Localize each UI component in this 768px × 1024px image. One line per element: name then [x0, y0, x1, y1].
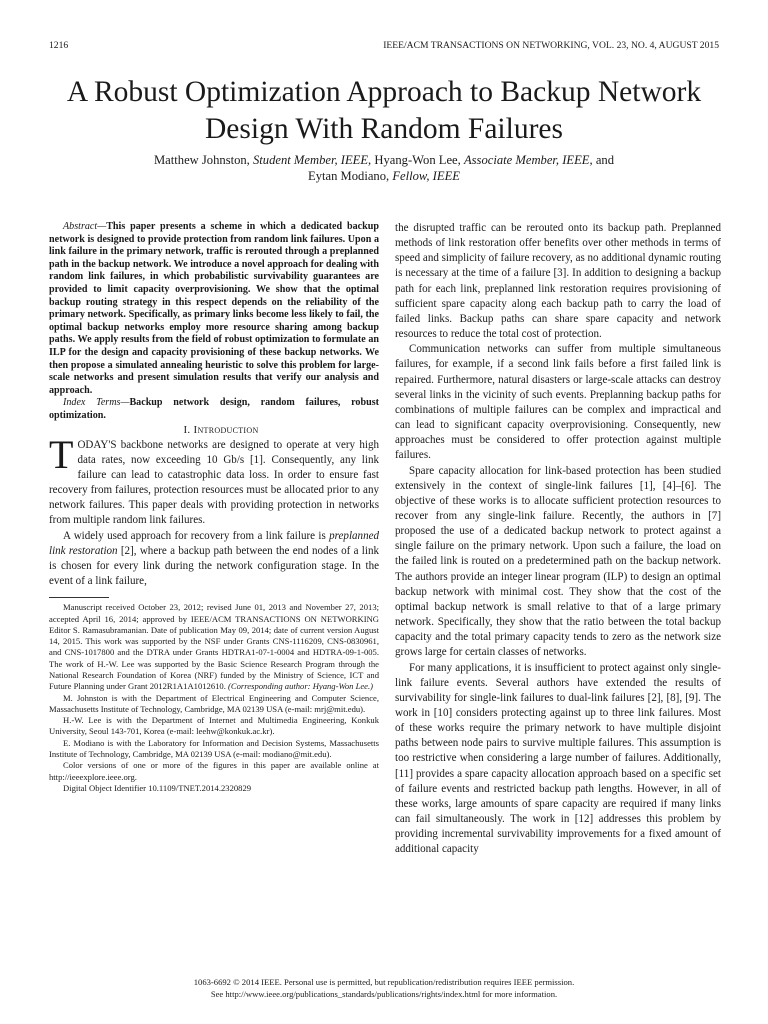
footnote-johnston: M. Johnston is with the Department of Electrical Engineering and Computer Science, Massachusetts Institute of Technology, Cambridge, MA 02139 USA (e-mail: mrj@mit.edu).	[49, 692, 379, 714]
footnote-lee: H.-W. Lee is with the Department of Internet and Multimedia Engineering, Konkuk University, Seoul 143-701, Korea (e-mail: leehw@konkuk.ac.kr).	[49, 715, 379, 737]
intro-p1-text: backbone networks are designed to operate at very high data rates, now exceeding 10 Gb/s [1]. Consequently, any link failure can lead to catastrophic data loss. In order to ensure fast recovery from failures, protection resources must be allocated prior to any network failures. This paper deals with providing protection in networks from multiple random link failures.	[49, 438, 379, 527]
intro-p2-emphasis: preplanned link restoration	[49, 529, 380, 557]
paper-title	[30, 74, 738, 148]
author-conjunction: and	[595, 153, 614, 167]
intro-p2-b: [2], where a backup path between the end nodes of a link is chosen for every link during the network configuration stage. In the event of a link failure,	[49, 544, 379, 588]
right-paragraph-3: Spare capacity allocation for link-based protection has been studied extensively in the context of single-link failures [1], [4]–[6]. The objective of these works is to allocate sufficient protection resources to recover from any single-link failure. Recently, the authors in [7] proposed the use of a dedicated backup network to protect against a single failure on the primary network. Upon such a failure, the load on the failed link is routed on a predetermined path on the backup network. The authors provide an integer linear program (ILP) to design an optimal backup network with minimal cost. They show that the cost of the optimal backup network is small relative to that of a large primary network. Specifically, they show that the ratio between the total backup capacity and the total primary capacity tends to zero as the network size grows large for certain classes of networks.	[395, 464, 721, 659]
running-header	[49, 40, 719, 54]
right-paragraph-2: Communication networks can suffer from multiple simultaneous failures, for example, if a second link fails before a first failed link is repaired. Furthermore, natural disasters or large-scale attacks can destroy several links in the vicinity of such events. Preplanning backup paths for combinations of multiple failures can be complex and impractical and can lead to significant capacity overprovisioning. Consequently, new approaches must be considered to offer protection against multiple failures.	[395, 343, 721, 462]
section-heading	[49, 423, 379, 438]
author-2-name: Hyang-Won Lee,	[374, 153, 461, 167]
right-column	[395, 221, 721, 858]
lead-word: ODAY'S	[77, 438, 117, 451]
footnote-manuscript-text: Manuscript received October 23, 2012; revised June 01, 2013 and November 27, 2013; accepted April 16, 2014; approved by IEEE/ACM TRANSACTIONS ON NETWORKING Editor S. Ramasubramanian. Date of publication May 09, 2014; date of current version August 14, 2015. This work was supported by the NSF under Grants CNS-1116209, CNS-0830961, and CNS-1017800 and the DTRA under Grants HDTRA1-07-1-0004 and HDTRA-09-1-005. The work of H.-W. Lee was supported by the Basic Science Research Program through the National Research Foundation of Korea (NRF) funded by the Ministry of Science, ICT and Future Planning under Grant 2012R1A1A1012610.	[49, 602, 379, 692]
author-2-role: Associate Member, IEEE,	[463, 153, 593, 167]
author-1-role: Student Member, IEEE,	[253, 153, 372, 167]
author-3-role: Fellow, IEEE	[392, 169, 460, 183]
title-line-1: A Robust Optimization Approach to Backup Network	[66, 76, 702, 108]
footnote-corresponding: (Corresponding author: Hyang-Won Lee.)	[228, 681, 373, 692]
journal-header: IEEE/ACM TRANSACTIONS ON NETWORKING, VOL. 23, NO. 4, AUGUST 2015	[383, 40, 719, 51]
intro-paragraph-1	[49, 431, 379, 529]
index-terms	[49, 397, 379, 422]
author-list	[70, 152, 698, 184]
section-number: I.	[183, 423, 191, 436]
abstract	[49, 221, 379, 397]
abstract-text: This paper presents a scheme in which a dedicated backup network is designed to provide protection from random link failures. Upon a link failure in the primary network, traffic is rerouted through a preplanned path in the backup network. We introduce a novel approach for dealing with random link failures, in which probabilistic survivability guarantees are provided to limit capacity overprovisioning. We show that the optimal backup routing strategy in this respect depends on the reliability of the primary network. Specifically, as primary links become less likely to fail, the optimal backup networks employ more resource sharing among backup paths. We apply results from the field of robust optimization to formulate an ILP for the design and capacity provisioning of these backup networks. We then propose a simulated annealing heuristic to solve this problem for large-scale networks and present simulation results that verify our analysis and approach.	[49, 221, 379, 396]
author-3-name: Eytan Modiano,	[308, 169, 390, 183]
left-column	[49, 221, 379, 794]
footnote-color-versions: Color versions of one or more of the figures in this paper are available online at http://ieeexplore.ieee.org.	[49, 760, 379, 782]
footnote-rule	[49, 597, 109, 598]
title-line-2: Design With Random Failures	[205, 113, 563, 145]
copyright-notice	[40, 977, 728, 1000]
intro-p2-a: A widely used approach for recovery from a link failure is	[63, 529, 326, 542]
intro-paragraph-2	[49, 529, 379, 590]
page-number: 1216	[49, 40, 69, 51]
drop-cap: T	[49, 431, 74, 477]
footnote-modiano: E. Modiano is with the Laboratory for Information and Decision Systems, Massachusetts Institute of Technology, Cambridge, MA 02139 USA (e-mail: modiano@mit.edu).	[49, 737, 379, 760]
footnote-doi: Digital Object Identifier 10.1109/TNET.2014.2320829	[63, 782, 252, 793]
index-terms-text: Backup network design, random failures, robust optimization.	[49, 397, 379, 421]
index-terms-label: Index Terms—	[63, 397, 130, 409]
right-paragraph-1: the disrupted traffic can be rerouted onto its backup path. Preplanned methods of link restoration offer benefits over other methods in terms of speed and simplicity of failure recovery, as no additional dynamic routing is necessary at the time of a failure [3]. In addition to designing a backup path for each link, preplanned link restoration requires provisioning of sufficient spare capacity along each backup path to carry the load of failed links. Backup paths can share spare capacity and network resources to reduce the total cost of protection.	[395, 222, 721, 341]
copyright-line-2: See http://www.ieee.org/publications_standards/publications/rights/index.html for more information.	[210, 988, 558, 999]
footnote-manuscript	[49, 602, 379, 692]
section-title: Introduction	[193, 423, 259, 436]
author-1-name: Matthew Johnston,	[153, 153, 250, 167]
abstract-label: Abstract—	[63, 221, 107, 232]
right-paragraph-4: For many applications, it is insufficient to protect against only single-link failure events. Several authors have extended the results of survivability for single-link failures to dual-link failures [2], [8], [9]. The work in [10] considers protecting against up to three link failures. Most of these works require the primary network to have multiple disjoint paths between node pairs to survive multiple failures. This assumption is too restrictive when considering a large number of failures. Additionally, [11] provides a spare capacity allocation approach based on a specific set of failure events and restricted backup path lengths. However, in all of these works, large amounts of spare capacity are required if many links can fail simultaneously. The work in [12] addresses this problem by providing incremental survivability improvements for a fixed amount of additional capacity	[395, 661, 721, 856]
copyright-line-1: 1063-6692 © 2014 IEEE. Personal use is permitted, but republication/redistribution requires IEEE permission.	[193, 977, 575, 987]
footnotes	[49, 602, 379, 794]
